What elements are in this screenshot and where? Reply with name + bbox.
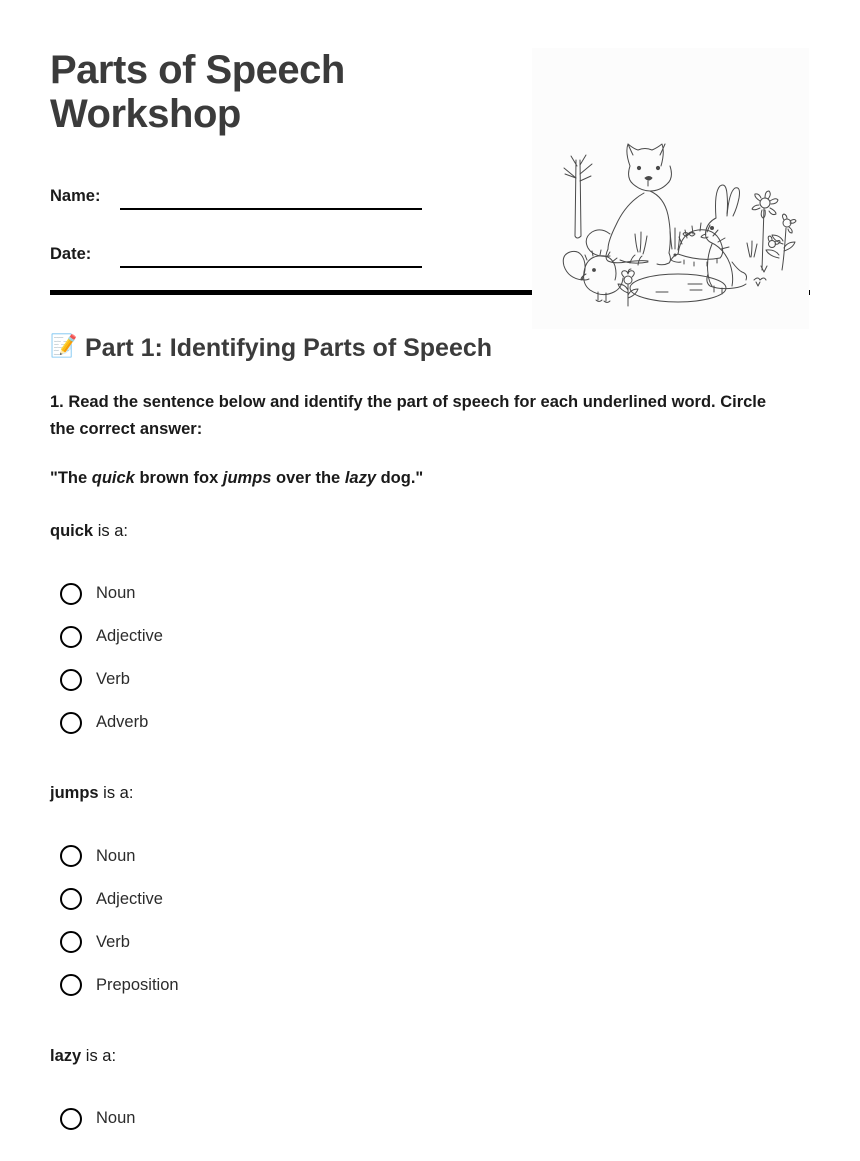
option-label: Verb	[96, 932, 130, 951]
title-block	[50, 48, 480, 268]
name-field-label: Name:	[50, 186, 101, 205]
radio-circle-icon[interactable]	[60, 669, 82, 691]
worksheet-header	[0, 0, 860, 290]
radio-circle-icon[interactable]	[60, 888, 82, 910]
prompt-suffix-quick: is a:	[93, 521, 128, 540]
option-item[interactable]	[60, 835, 810, 878]
sentence-word-lazy: lazy	[344, 469, 376, 488]
grass-icon	[630, 232, 647, 265]
prompt-word-lazy: lazy	[50, 1046, 82, 1065]
rabbit-icon	[701, 185, 747, 294]
woodland-animals-illustration	[532, 48, 809, 329]
option-label: Adverb	[96, 713, 149, 732]
pond-icon	[630, 274, 726, 302]
tree-icon	[564, 155, 592, 238]
option-label: Noun	[96, 846, 136, 865]
date-field-label: Date:	[50, 244, 92, 263]
question-block-quick	[50, 518, 810, 744]
option-item[interactable]	[60, 878, 810, 921]
option-list-quick	[60, 572, 810, 744]
flower-icon-3	[766, 214, 796, 270]
radio-circle-icon[interactable]	[60, 931, 82, 953]
prompt-word-jumps: jumps	[50, 784, 99, 803]
memo-icon: 📝	[50, 333, 78, 358]
question-prompt-lazy	[50, 1043, 810, 1069]
option-label: Adjective	[96, 627, 163, 646]
radio-circle-icon[interactable]	[60, 583, 82, 605]
sprout-icon	[747, 241, 757, 257]
question-prompt-jumps	[50, 780, 810, 806]
sentence-mid-2: over the	[271, 469, 345, 488]
sentence-prefix: "The	[50, 469, 92, 488]
question-instruction: 1. Read the sentence below and identify the part of speech for each underlined word. Circle the correct answer:	[50, 393, 767, 438]
option-list-lazy	[60, 1097, 810, 1140]
option-list-jumps	[60, 835, 810, 1007]
section-heading-label: Part 1: Identifying Parts of Speech	[85, 334, 493, 362]
squirrel-icon	[563, 250, 623, 303]
worksheet-content	[0, 333, 860, 1140]
question-prompt-quick	[50, 518, 810, 544]
hedgehog-icon	[671, 223, 729, 266]
option-item[interactable]	[60, 701, 810, 744]
option-item[interactable]	[60, 1097, 810, 1140]
section-heading-part-1	[50, 333, 810, 363]
option-item[interactable]	[60, 572, 810, 615]
fox-icon	[586, 144, 671, 265]
name-field-row	[50, 178, 422, 210]
name-input-line[interactable]	[120, 182, 422, 210]
option-item[interactable]	[60, 964, 810, 1007]
radio-circle-icon[interactable]	[60, 974, 82, 996]
flower-icon-2	[752, 191, 778, 272]
question-block-jumps	[50, 780, 810, 1006]
prompt-suffix-jumps: is a:	[98, 784, 134, 803]
option-item[interactable]	[60, 921, 810, 964]
option-item[interactable]	[60, 615, 810, 658]
option-label: Verb	[96, 670, 130, 689]
option-label: Noun	[96, 1109, 136, 1128]
sentence-mid-1: brown fox	[134, 469, 223, 488]
option-label: Adjective	[96, 889, 163, 908]
sentence-suffix: dog."	[376, 469, 424, 488]
prompt-suffix-lazy: is a:	[81, 1046, 117, 1065]
radio-circle-icon[interactable]	[60, 712, 82, 734]
page-title: Parts of Speech Workshop	[50, 48, 345, 136]
example-sentence	[50, 465, 810, 491]
date-field-row	[50, 236, 422, 268]
question-block-lazy	[50, 1043, 810, 1140]
option-item[interactable]	[60, 658, 810, 701]
radio-circle-icon[interactable]	[60, 1108, 82, 1130]
radio-circle-icon[interactable]	[60, 845, 82, 867]
prompt-word-quick: quick	[50, 521, 94, 540]
student-info-fields	[50, 178, 422, 268]
bird-mark-icon	[754, 278, 766, 286]
sentence-word-jumps: jumps	[222, 469, 272, 488]
date-input-line[interactable]	[120, 240, 422, 268]
radio-circle-icon[interactable]	[60, 626, 82, 648]
flower-icon-1	[618, 269, 638, 306]
option-label: Noun	[96, 584, 136, 603]
option-label: Preposition	[96, 975, 179, 994]
sentence-word-quick: quick	[91, 469, 135, 488]
